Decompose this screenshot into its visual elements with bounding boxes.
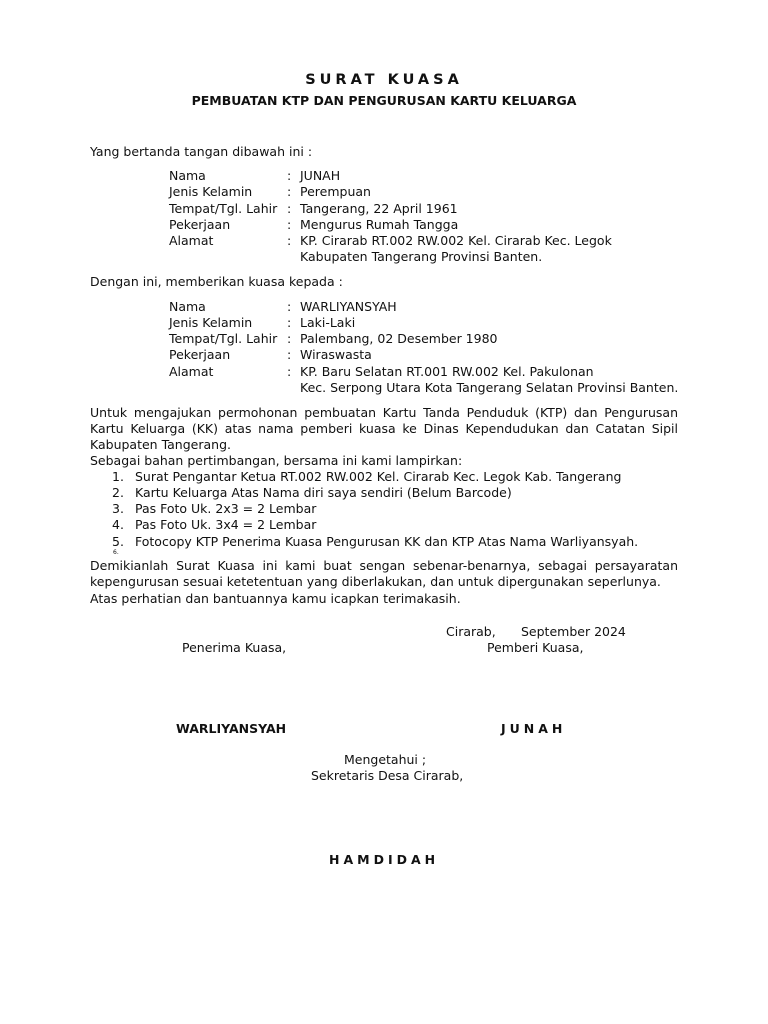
purpose-line-3: Kabupaten Tangerang.: [90, 437, 231, 452]
field-colon: :: [287, 315, 292, 330]
field-colon: :: [287, 299, 292, 314]
grantee-birth-label: Tempat/Tgl. Lahir: [169, 331, 278, 346]
grantee-address-value-line2: Kec. Serpong Utara Kota Tangerang Selatan Provinsi Banten.: [300, 380, 679, 395]
field-colon: :: [287, 201, 292, 216]
grantor-gender-label: Jenis Kelamin: [169, 184, 253, 199]
list-item: Fotocopy KTP Penerima Kuasa Pengurusan KK dan KTP Atas Nama Warliyansyah.: [135, 534, 639, 549]
document-title: SURAT KUASA: [305, 72, 463, 88]
document-subtitle: PEMBUATAN KTP DAN PENGURUSAN KARTU KELUARGA: [191, 93, 577, 108]
grantee-name-value: WARLIYANSYAH: [300, 299, 397, 314]
grantor-address-value-line2: Kabupaten Tangerang Provinsi Banten.: [300, 249, 543, 264]
purpose-line-1: Untuk mengajukan permohonan pembuatan Kartu Tanda Penduduk (KTP) dan Pengurusan: [90, 405, 678, 420]
field-colon: :: [287, 347, 292, 362]
grant-intro-text: Dengan ini, memberikan kuasa kepada :: [90, 274, 343, 289]
grantee-job-label: Pekerjaan: [169, 347, 231, 362]
list-item-number: 4.: [112, 517, 124, 532]
purpose-line-2: Kartu Keluarga (KK) atas nama pemberi kuasa ke Dinas Kependudukan dan Catatan Sipil: [90, 421, 678, 436]
grantor-address-value: KP. Cirarab RT.002 RW.002 Kel. Cirarab Kec. Legok: [300, 233, 612, 248]
grantor-job-value: Mengurus Rumah Tangga: [300, 217, 459, 232]
grantor-birth-label: Tempat/Tgl. Lahir: [169, 201, 278, 216]
grantee-address-value: KP. Baru Selatan RT.001 RW.002 Kel. Pakulonan: [300, 364, 594, 379]
list-item-number: 2.: [112, 485, 124, 500]
field-colon: :: [287, 331, 292, 346]
list-item: Surat Pengantar Ketua RT.002 RW.002 Kel. Cirarab Kec. Legok Kab. Tangerang: [135, 469, 622, 484]
list-item: Pas Foto Uk. 2x3 = 2 Lembar: [135, 501, 317, 516]
field-colon: :: [287, 168, 292, 183]
closing-line-3: Atas perhatian dan bantuannya kamu icapkan terimakasih.: [90, 591, 461, 606]
grantor-job-label: Pekerjaan: [169, 217, 231, 232]
official-title: Sekretaris Desa Cirarab,: [311, 768, 464, 783]
giver-name: JUNAH: [501, 721, 567, 736]
grantor-name-label: Nama: [169, 168, 206, 183]
closing-line-1: Demikianlah Surat Kuasa ini kami buat sengan sebenar-benarnya, sebagai persayaratan: [90, 558, 678, 573]
official-name: HAMDIDAH: [329, 852, 440, 867]
list-item: Kartu Keluarga Atas Nama diri saya sendiri (Belum Barcode): [135, 485, 512, 500]
list-item-number: 6.: [113, 549, 119, 556]
grantor-name-value: JUNAH: [300, 168, 341, 183]
field-colon: :: [287, 364, 292, 379]
attachments-intro: Sebagai bahan pertimbangan, bersama ini kami lampirkan:: [90, 453, 463, 468]
grantee-address-label: Alamat: [169, 364, 214, 379]
list-item-number: 1.: [112, 469, 124, 484]
acknowledged-text: Mengetahui ;: [344, 752, 427, 767]
grantor-birth-value: Tangerang, 22 April 1961: [300, 201, 458, 216]
grantee-birth-value: Palembang, 02 Desember 1980: [300, 331, 498, 346]
list-item-number: 3.: [112, 501, 124, 516]
grantor-gender-value: Perempuan: [300, 184, 371, 199]
grantee-name-label: Nama: [169, 299, 206, 314]
receiver-label: Penerima Kuasa,: [182, 640, 287, 655]
field-colon: :: [287, 184, 292, 199]
giver-label: Pemberi Kuasa,: [487, 640, 584, 655]
list-item-number: 5.: [112, 534, 124, 549]
closing-line-2: kepengurusan sesuai ketetentuan yang diberlakukan, dan untuk dipergunakan seperlunya.: [90, 574, 661, 589]
intro-text: Yang bertanda tangan dibawah ini :: [90, 144, 313, 159]
grantee-gender-label: Jenis Kelamin: [169, 315, 253, 330]
grantor-address-label: Alamat: [169, 233, 214, 248]
field-colon: :: [287, 233, 292, 248]
field-colon: :: [287, 217, 292, 232]
grantee-gender-value: Laki-Laki: [300, 315, 356, 330]
list-item: Pas Foto Uk. 3x4 = 2 Lembar: [135, 517, 317, 532]
receiver-name: WARLIYANSYAH: [176, 721, 287, 736]
grantee-job-value: Wiraswasta: [300, 347, 372, 362]
signature-place: Cirarab,: [446, 624, 496, 639]
signature-date: September 2024: [521, 624, 626, 639]
